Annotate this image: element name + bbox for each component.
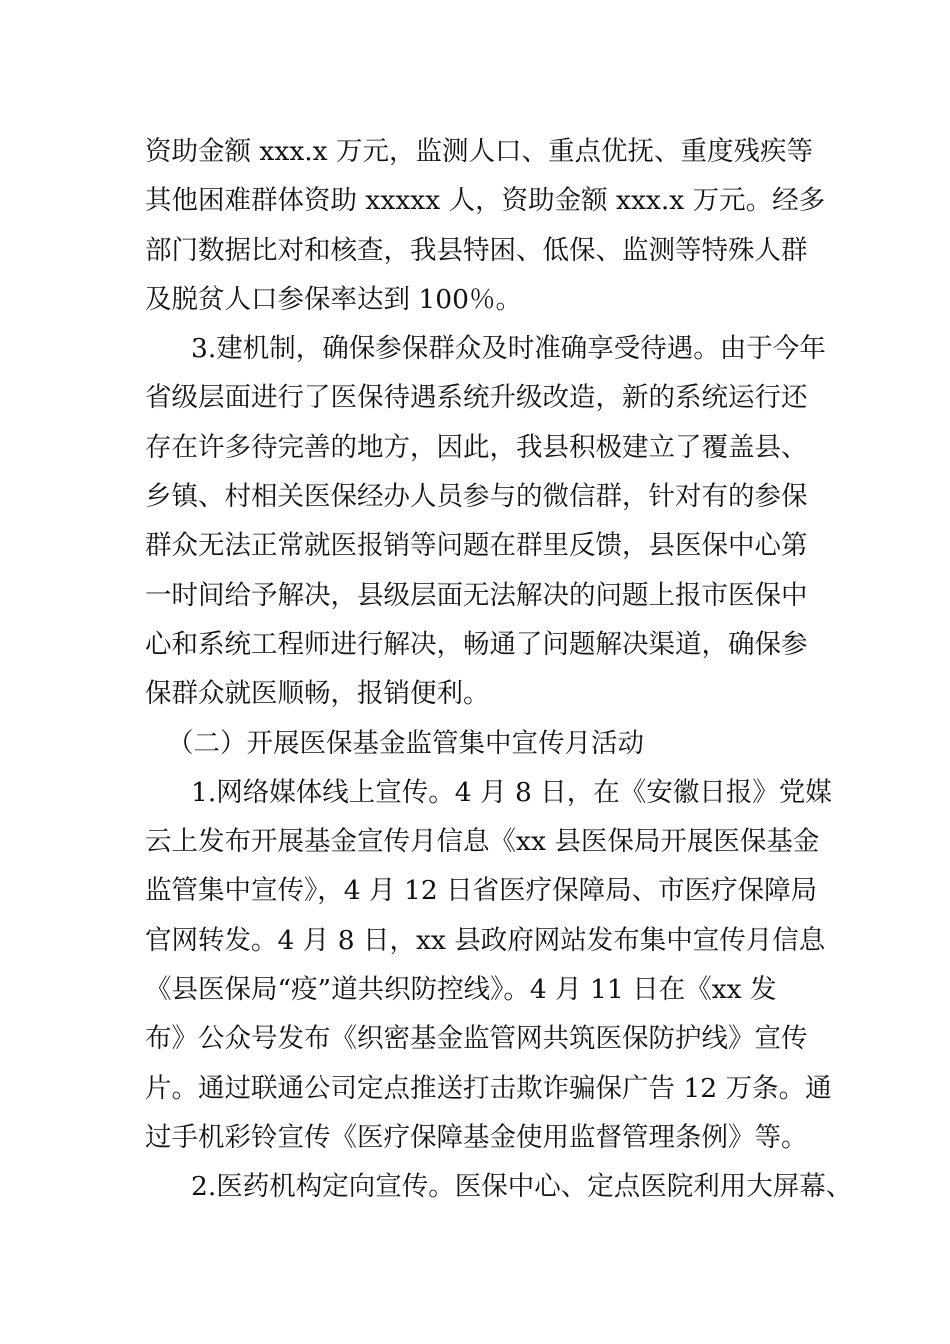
- text-line: 保群众就医顺畅，报销便利。: [145, 678, 490, 710]
- document-body: [145, 127, 853, 1212]
- text-line: 乡镇、村相关医保经办人员参与的微信群，针对有的参保: [145, 481, 808, 513]
- text-line: 《县医保局“疫”道共织防控线》。4 月 11 日在《xx 发: [145, 974, 777, 1006]
- text-line: 一时间给予解决，县级层面无法解决的问题上报市医保中: [145, 579, 808, 611]
- text-line: 心和系统工程师进行解决，畅通了问题解决渠道，确保参: [145, 628, 808, 660]
- text-line: 片。通过联通公司定点推送打击欺诈骗保广告 12 万条。通: [145, 1072, 832, 1104]
- text-line: 群众无法正常就医报销等问题在群里反馈，县医保中心第: [145, 530, 808, 562]
- text-line: 官网转发。4 月 8 日，xx 县政府网站发布集中宣传月信息: [145, 924, 826, 956]
- text-line: 云上发布开展基金宣传月信息《xx 县医保局开展医保基金: [145, 826, 820, 858]
- text-line: 资助金额 xxx.x 万元，监测人口、重点优抚、重度残疾等: [145, 136, 814, 167]
- text-line: 布》公众号发布《织密基金监管网共筑医保防护线》宣传: [145, 1023, 808, 1055]
- text-line: 其他困难群体资助 xxxxx 人，资助金额 xxx.x 万元。经多: [145, 185, 826, 217]
- text-line: 过手机彩铃宣传《医疗保障基金使用监督管理条例》等。: [145, 1121, 808, 1153]
- text-line: 省级层面进行了医保待遇系统升级改造，新的系统运行还: [145, 382, 808, 414]
- text-line: 监管集中宣传》，4 月 12 日省医疗保障局、市医疗保障局: [145, 875, 818, 907]
- paragraph-first-line: 2.医药机构定向宣传。医保中心、定点医院利用大屏幕、: [191, 1171, 853, 1203]
- paragraph-first-line: 1.网络媒体线上宣传。4 月 8 日，在《安徽日报》党媒: [191, 776, 832, 808]
- text-line: 及脱贫人口参保率达到 100％。: [145, 283, 523, 315]
- section-heading: （二）开展医保基金监管集中宣传月活动: [167, 727, 644, 759]
- paragraph-first-line: 3.建机制，确保参保群众及时准确享受待遇。由于今年: [191, 333, 826, 365]
- text-line: 部门数据比对和核查，我县特困、低保、监测等特殊人群: [145, 234, 808, 266]
- text-line: 存在许多待完善的地方，因此，我县积极建立了覆盖县、: [145, 431, 808, 463]
